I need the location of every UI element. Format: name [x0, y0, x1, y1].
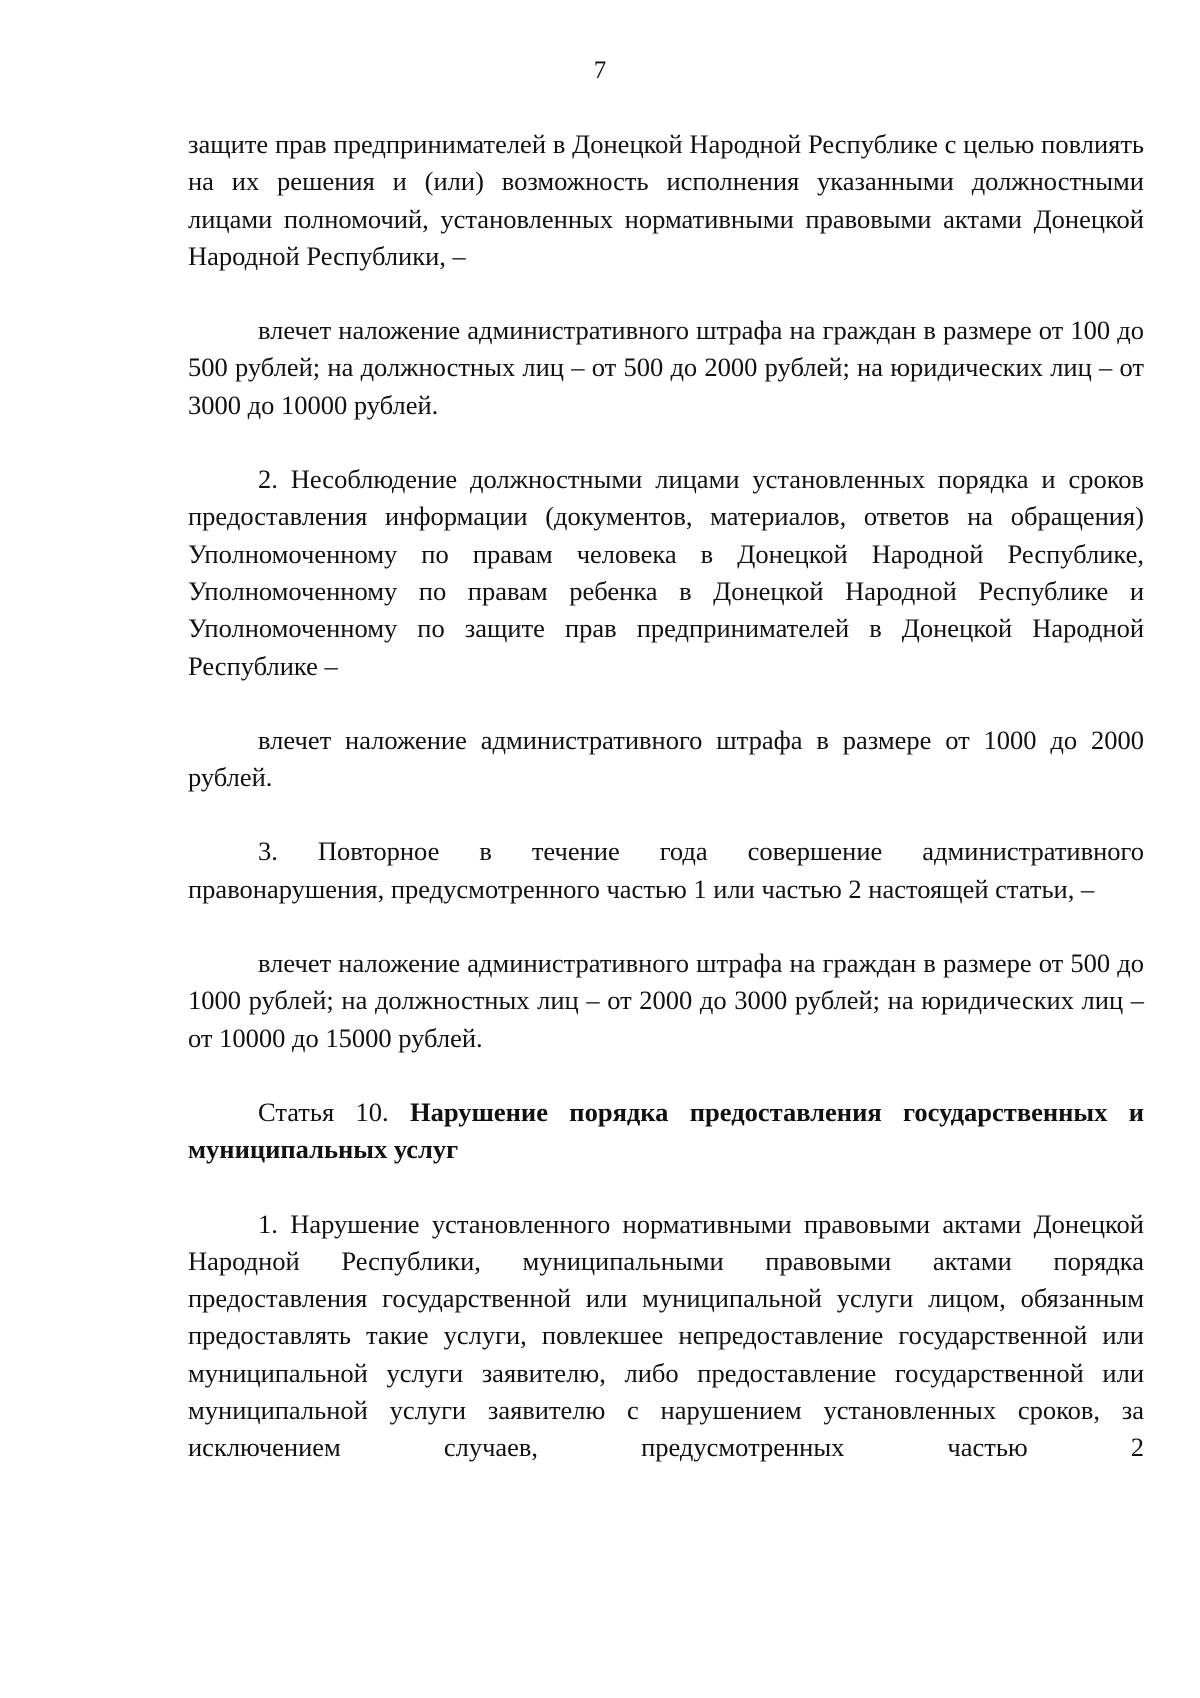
paragraph-penalty-3: влечет наложение административного штрафа на граждан в размере от 500 до 1000 рублей; на должностных лиц – от 2000 до 3000 рублей; на юридических лиц – от 10000 до 15000 рублей. [188, 948, 1144, 1053]
document-body [188, 126, 1144, 1467]
article-title: Нарушение порядка предоставления государственных и муниципальных услуг [188, 1096, 1144, 1165]
paragraph-penalty-1: влечет наложение административного штрафа на граждан в размере от 100 до 500 рублей; на должностных лиц – от 500 до 2000 рублей; на юридических лиц – от 3000 до 10000 рублей. [188, 315, 1144, 420]
paragraph-penalty-2: влечет наложение административного штрафа в размере от 1000 до 2000 рублей. [188, 724, 1144, 793]
paragraph-part-3: 3. Повторное в течение года совершение административного правонарушения, предусмотренного частью 1 или частью 2 настоящей статьи, – [188, 836, 1144, 904]
page-number: 7 [593, 57, 607, 84]
paragraph-part-2: 2. Несоблюдение должностными лицами установленных порядка и сроков предоставления информации (документов, материалов, ответов на обращения) Уполномоченному по правам человека в Донецкой Народной Республике, Уполномоченному по правам ребенка в Донецкой Народной Республике и Уполномоченному по защите прав предпринимателей в Донецкой Народной Республике – [188, 464, 1144, 681]
article-heading [188, 1094, 1144, 1169]
article-number: Статья 10. [258, 1096, 411, 1127]
paragraph-continuation: защите прав предпринимателей в Донецкой Народной Республике с целью повлиять на их решения и (или) возможность исполнения указанными должностными лицами полномочий, установленных нормативными правовыми актами Донецкой Народной Республики, – [188, 129, 1144, 271]
paragraph-article-10-part-1: 1. Нарушение установленного нормативными правовыми актами Донецкой Народной Республики, муниципальными правовыми актами порядка предоставления государственной или муниципальной услуги лицом, обязанным предоставлять такие услуги, повлекшее непредоставление государственной или муниципальной услуги заявителю, либо предоставление государственной или муниципальной услуги заявителю с нарушением установленных сроков, за исключением случаев, предусмотренных частью 2 [188, 1208, 1144, 1463]
